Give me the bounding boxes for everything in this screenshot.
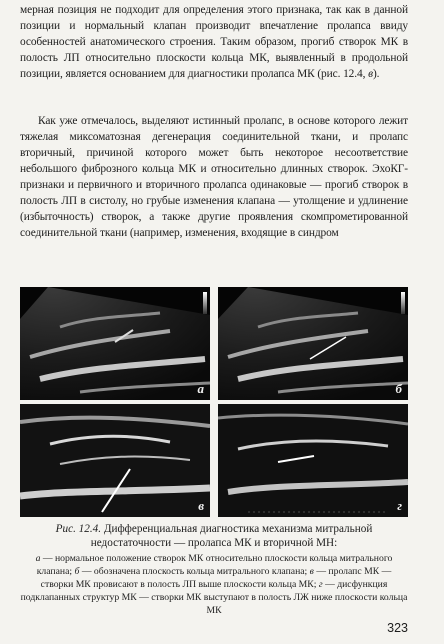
echo-panel-a — [20, 287, 210, 400]
echo-panel-d — [218, 404, 408, 517]
legend-key-b: б — [74, 566, 80, 577]
echo-panel-b — [218, 287, 408, 400]
panel-label-b: б — [395, 381, 402, 396]
paragraph-1-text: мерная позиция не подходит для определения этого признака, так как в данной позиции и нормальный клапан производит впечатление пролапса ввиду особенностей анатомического строения. Таким образом, прогиб створок МК в полость ЛП относительно плоскости кольца МК, выявленный в продольной позиции, является основанием для диагностики пролапса МК (рис. 12.4, — [20, 4, 408, 80]
echo-image-a — [20, 287, 210, 400]
legend-text-c: — пролапс МК — створки МК провисают в полость ЛП выше плоскости кольца МК; — [40, 566, 392, 590]
echo-image-b — [218, 287, 408, 400]
caption-title: Дифференциальная диагностика механизма митральной недостаточности — пролапса МК и вторичной МН: — [90, 523, 373, 549]
figure-ref: в — [368, 68, 373, 80]
paragraph-1 — [20, 2, 408, 82]
legend-text-b: — обозначена плоскость кольца митрального клапана; — [79, 566, 310, 577]
panel-label-a: а — [197, 381, 204, 396]
figure-legend — [20, 552, 408, 617]
grayscale-bar — [203, 292, 207, 314]
echo-panel-c — [20, 404, 210, 517]
echo-image-d — [218, 404, 408, 517]
echo-image-c — [20, 404, 210, 517]
panel-label-d: г — [397, 498, 402, 513]
legend-key-d: г — [318, 579, 323, 590]
legend-text-a: — нормальное положение створок МК относительно плоскости кольца митрального клапана; — [36, 553, 393, 577]
legend-key-a: а — [35, 553, 41, 564]
figure-caption — [20, 522, 408, 550]
page-number: 323 — [387, 621, 408, 635]
paragraph-1-end: ). — [372, 68, 380, 80]
caption-label: Рис. 12.4. — [55, 523, 102, 535]
paragraph-2: Как уже отмечалось, выделяют истинный пролапс, в основе которого лежит тяжелая миксоматозная дегенерация соединительной ткани, и пролапс вторичный, причиной которого может быть некоторое несоответствие небольшого фиброзного кольца МК и относительно длинных створок. ЭхоКГ-признаки и первичного и вторичного пролапса одинаковые — прогиб створок в полость ЛП в систолу, но грубые изменения клапана — утолщение и удлинение (избыточность) створок, а также другие проявления скомпрометированной соединительной ткани (например, изменения, входящие в синдром — [20, 115, 408, 239]
grayscale-bar — [401, 292, 405, 314]
panel-label-c: в — [198, 498, 204, 513]
legend-text-d: — дисфункция подклапанных структур МК — створки МК выступают в полость ЛЖ ниже плоскости кольца МК — [20, 579, 408, 616]
legend-key-c: в — [309, 566, 314, 577]
echocardiogram-figure — [20, 287, 410, 517]
